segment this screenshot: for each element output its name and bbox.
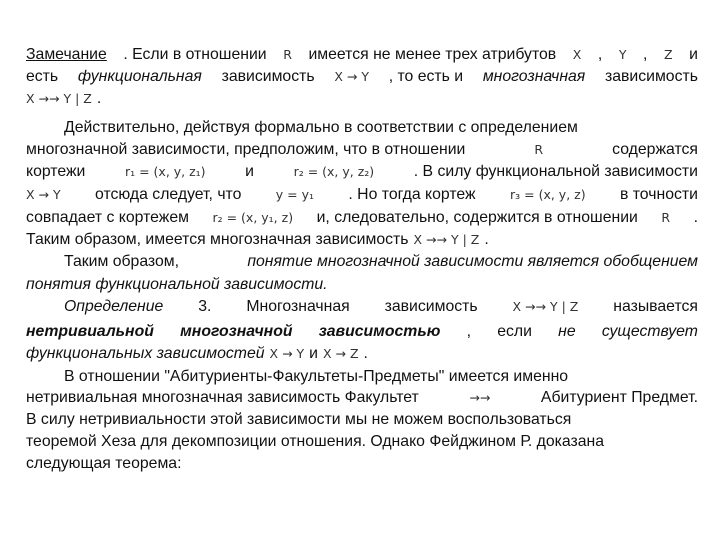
formula: r₂ = (x, y₁, z) — [212, 210, 294, 225]
text-line — [26, 161, 698, 183]
text-segment: существует — [601, 323, 698, 340]
text-line — [26, 117, 698, 139]
text-segment: . — [363, 345, 368, 362]
text-segment: Таким образом, имеется многозначная зависимость — [26, 231, 409, 248]
text-segment: имеется не менее трех атрибутов — [308, 46, 557, 63]
formula: X — [572, 47, 582, 62]
text-segment: нетривиальной — [26, 323, 154, 340]
text-line — [26, 274, 698, 296]
formula: y = y₁ — [275, 187, 315, 202]
text-segment: , то есть и — [388, 68, 464, 85]
text-line — [26, 343, 698, 365]
formula: r₂ = (x, y, z₂) — [293, 164, 375, 179]
text-line — [26, 431, 698, 453]
text-segment: многозначной — [180, 323, 293, 340]
text-segment: 3. — [198, 298, 212, 315]
text-segment: функциональных зависимостей — [26, 345, 265, 362]
formula: X →→ Y | Z — [26, 91, 92, 106]
text-segment: Абитуриент Предмет. — [540, 389, 698, 406]
text-segment: есть — [26, 68, 59, 85]
text-line — [26, 387, 698, 409]
formula: Y — [618, 47, 627, 62]
text-segment: понятие многозначной зависимости является обобщением — [247, 253, 698, 270]
formula: X → Y — [269, 346, 305, 361]
text-segment: зависимость — [604, 68, 698, 85]
formula: X →→ Y | Z — [512, 299, 579, 314]
text-segment: Определение — [64, 298, 164, 315]
text-segment: Таким образом, — [64, 253, 180, 270]
text-segment: В силу нетривиальности этой зависимости мы не можем воспользоваться — [26, 411, 572, 428]
text-segment: В отношении "Абитуриенты-Факультеты-Предметы" имеется именно — [64, 368, 569, 385]
formula: Z — [664, 47, 673, 62]
formula: X → Z — [323, 346, 359, 361]
text-segment: не — [558, 323, 576, 340]
text-line — [26, 66, 698, 88]
text-segment: понятия функциональной зависимости. — [26, 276, 328, 293]
text-segment: . — [693, 209, 698, 226]
text-segment: теоремой Хеза для декомпозиции отношения. Однако Фейджином Р. доказана — [26, 433, 605, 450]
text-segment: зависимость — [384, 298, 478, 315]
text-segment: нетривиальная многозначная зависимость Факультет — [26, 389, 419, 406]
text-line — [26, 207, 698, 229]
text-line — [26, 321, 698, 343]
text-segment: Многозначная — [246, 298, 350, 315]
text-segment: отсюда следует, что — [95, 186, 242, 203]
formula: X →→ Y | Z — [413, 232, 480, 247]
text-line — [26, 453, 698, 475]
formula: R — [283, 47, 292, 62]
formula: R — [661, 210, 671, 225]
text-line — [26, 409, 698, 431]
text-segment: совпадает с кортежем — [26, 209, 189, 226]
text-segment: содержатся — [612, 141, 698, 158]
text-segment: и — [245, 163, 254, 180]
text-segment: если — [497, 323, 532, 340]
text-segment: следующая теорема: — [26, 455, 182, 472]
text-line — [26, 88, 698, 110]
text-segment: . Но тогда кортеж — [348, 186, 476, 203]
text-segment: Замечание — [26, 46, 107, 63]
text-segment: , — [466, 323, 471, 340]
formula: →→ — [469, 390, 491, 405]
text-line — [26, 229, 698, 251]
text-segment: кортежи — [26, 163, 86, 180]
text-segment: . В силу функциональной зависимости — [413, 163, 698, 180]
formula: r₃ = (x, y, z) — [510, 187, 586, 202]
formula: X → Y — [26, 187, 61, 202]
text-line — [26, 251, 698, 273]
text-segment: называется — [613, 298, 698, 315]
formula: r₁ = (x, y, z₁) — [124, 164, 206, 179]
text-segment: функциональная — [77, 68, 202, 85]
text-segment: зависимость — [221, 68, 315, 85]
text-segment: . Если в отношении — [123, 46, 267, 63]
text-line — [26, 44, 698, 66]
formula: X → Y — [334, 69, 369, 84]
formula: R — [534, 142, 544, 157]
text-segment: и, следовательно, содержится в отношении — [316, 209, 638, 226]
text-segment: многозначная — [482, 68, 586, 85]
text-segment: и — [309, 345, 318, 362]
text-line — [26, 184, 698, 206]
text-segment: в точности — [619, 186, 698, 203]
text-segment: многозначной зависимости, предположим, что в отношении — [26, 141, 466, 158]
text-line — [26, 296, 698, 318]
text-line — [26, 366, 698, 388]
text-segment: , — [597, 46, 603, 63]
text-segment: . — [96, 90, 102, 107]
text-segment: зависимостью — [318, 323, 441, 340]
text-segment: и — [689, 46, 698, 63]
text-segment: . — [484, 231, 489, 248]
text-segment: Действительно, действуя формально в соответствии с определением — [64, 119, 578, 136]
text-line — [26, 139, 698, 161]
text-segment: , — [643, 46, 648, 63]
